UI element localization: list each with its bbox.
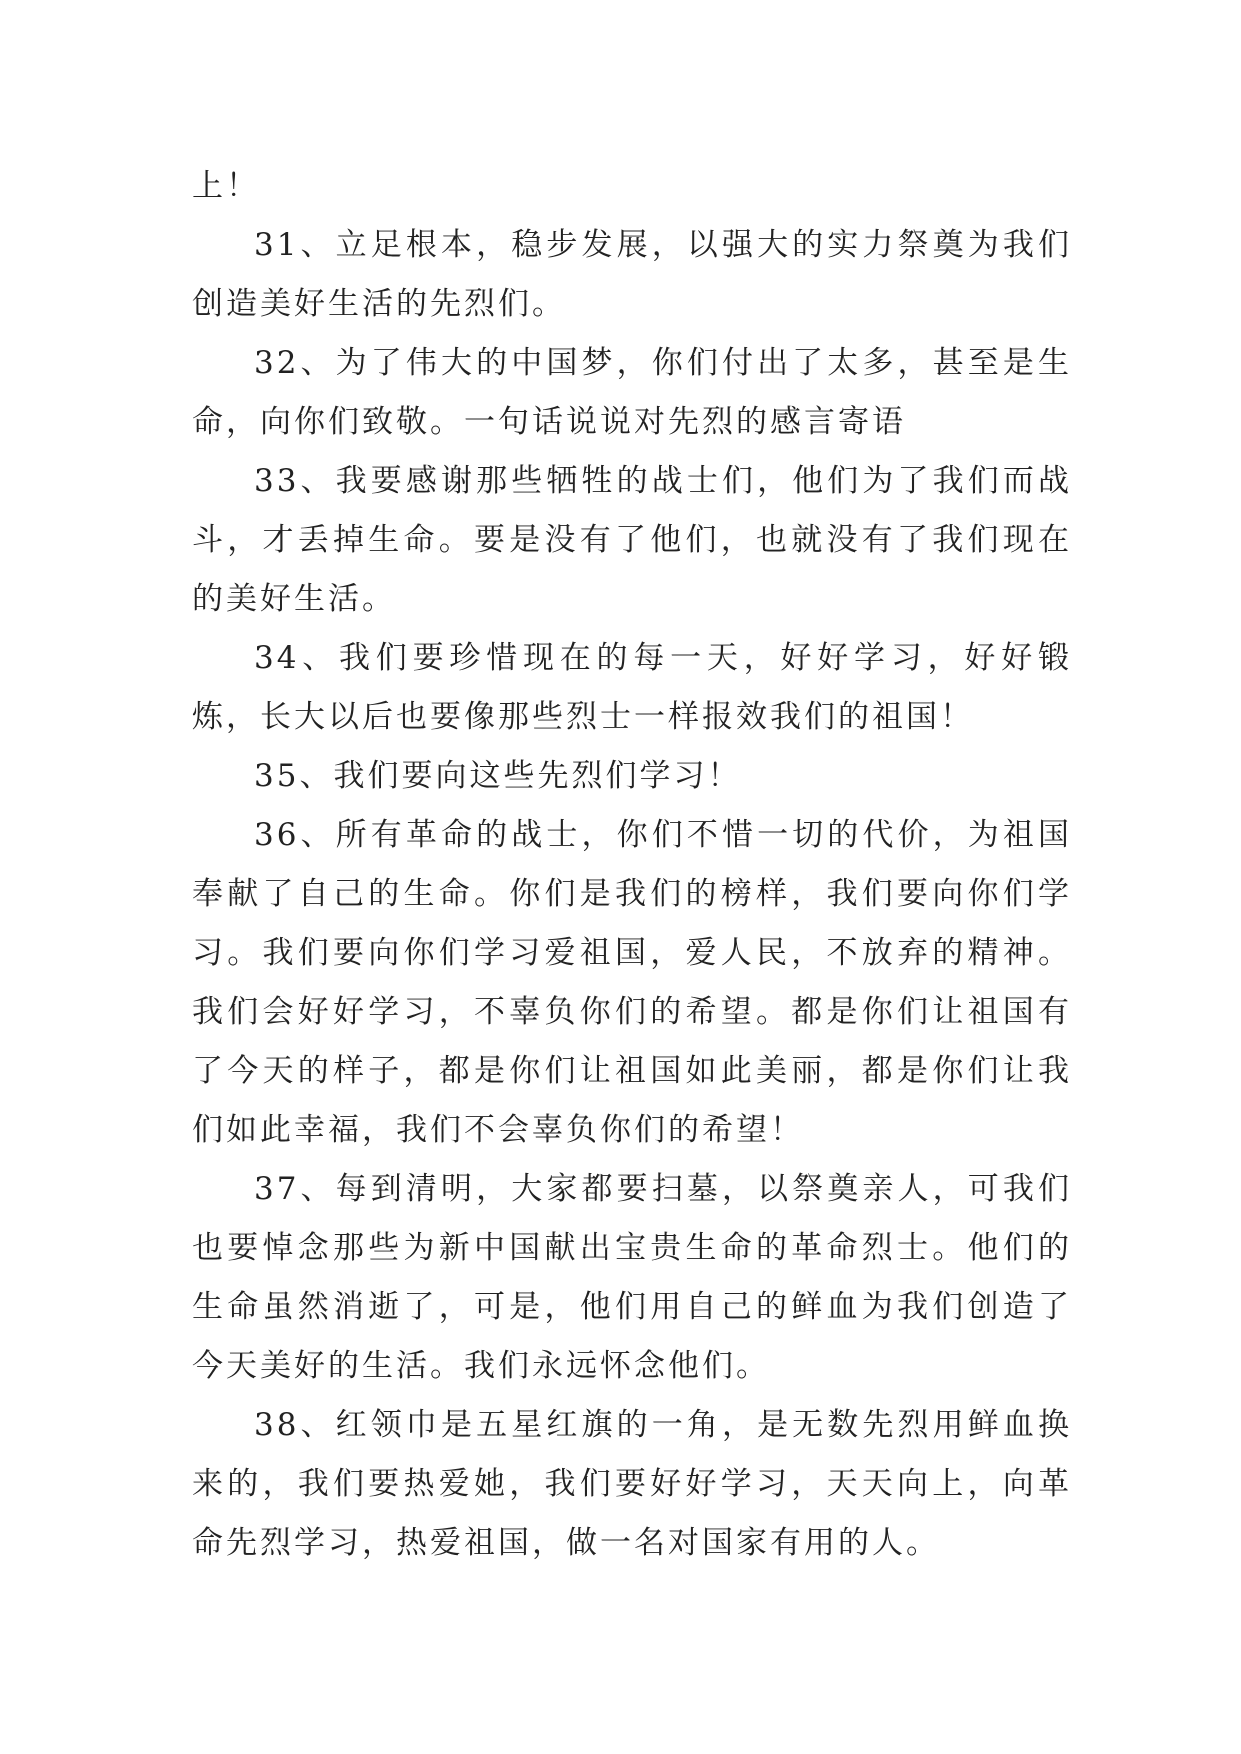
paragraph-32: 32、为了伟大的中国梦，你们付出了太多，甚至是生命，向你们致敬。一句话说说对先烈的感言寄语 <box>192 345 1072 440</box>
paragraph-35: 35、我们要向这些先烈们学习！ <box>254 758 742 794</box>
paragraph-34: 34、我们要珍惜现在的每一天，好好学习，好好锻炼，长大以后也要像那些烈士一样报效我们的祖国！ <box>192 640 1072 735</box>
paragraph-31: 31、立足根本，稳步发展，以强大的实力祭奠为我们创造美好生活的先烈们。 <box>192 227 1072 322</box>
paragraph-36: 36、所有革命的战士，你们不惜一切的代价，为祖国奉献了自己的生命。你们是我们的榜样，我们要向你们学习。我们要向你们学习爱祖国，爱人民，不放弃的精神。我们会好好学习，不辜负你们的希望。都是你们让祖国有了今天的样子，都是你们让祖国如此美丽，都是你们让我们如此幸福，我们不会辜负你们的希望！ <box>192 817 1072 1148</box>
paragraph-37: 37、每到清明，大家都要扫墓，以祭奠亲人，可我们也要悼念那些为新中国献出宝贵生命的革命烈士。他们的生命虽然消逝了，可是，他们用自己的鲜血为我们创造了今天美好的生活。我们永远怀念他们。 <box>192 1171 1072 1384</box>
document-body <box>192 157 1072 1573</box>
paragraph-33: 33、我要感谢那些牺牲的战士们，他们为了我们而战斗，才丢掉生命。要是没有了他们，也就没有了我们现在的美好生活。 <box>192 463 1072 617</box>
paragraph-38: 38、红领巾是五星红旗的一角，是无数先烈用鲜血换来的，我们要热爱她，我们要好好学习，天天向上，向革命先烈学习，热爱祖国，做一名对国家有用的人。 <box>192 1407 1072 1561</box>
paragraph-continuation: 上！ <box>192 168 260 204</box>
